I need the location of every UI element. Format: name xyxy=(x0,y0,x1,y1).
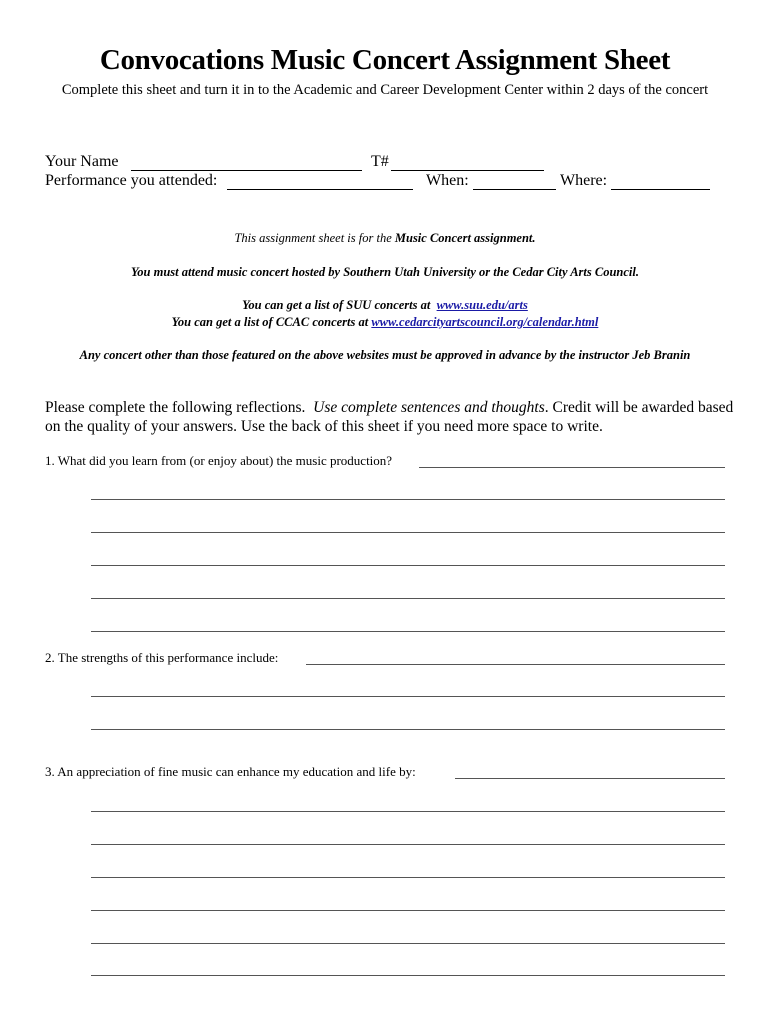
question-1: 1. What did you learn from (or enjoy about) the music production? xyxy=(45,453,393,468)
answer-line[interactable] xyxy=(91,877,725,878)
your-name-field[interactable] xyxy=(131,170,362,171)
instructions-text: Complete this sheet and turn it in to the Academic and Career Development Center within 2 days of the concert xyxy=(61,82,709,98)
answer-line[interactable] xyxy=(91,811,725,812)
page-title: Convocations Music Concert Assignment Sheet xyxy=(99,44,671,76)
answer-line[interactable] xyxy=(91,975,725,976)
answer-line[interactable] xyxy=(91,532,725,533)
performance-field[interactable] xyxy=(227,189,413,190)
reflections-intro-rest: . Credit will be awarded based on the quality of your answers. Use the back of this sheet if you need more space to write. xyxy=(45,399,734,435)
suu-note xyxy=(20,298,750,313)
answer-line[interactable] xyxy=(91,910,725,911)
t-number-label: T# xyxy=(371,153,389,170)
suu-note-prefix: You can get a list of SUU concerts at xyxy=(242,298,431,312)
reflections-intro xyxy=(45,398,735,436)
answer-line[interactable] xyxy=(306,664,725,665)
t-number-field[interactable] xyxy=(391,170,544,171)
assignment-note-bold: Music Concert assignment. xyxy=(394,231,536,245)
reflections-intro-plain: Please complete the following reflections. xyxy=(45,399,306,416)
answer-line[interactable] xyxy=(91,631,725,632)
ccac-note-prefix: You can get a list of CCAC concerts at xyxy=(171,315,369,329)
reflections-intro-italic: Use complete sentences and thoughts xyxy=(313,399,545,416)
when-label: When: xyxy=(426,172,469,189)
assignment-note xyxy=(20,231,750,246)
answer-line[interactable] xyxy=(91,943,725,944)
answer-line[interactable] xyxy=(455,778,725,779)
question-3: 3. An appreciation of fine music can enhance my education and life by: xyxy=(45,764,416,779)
when-field[interactable] xyxy=(473,189,556,190)
where-label: Where: xyxy=(560,172,608,189)
answer-line[interactable] xyxy=(91,499,725,500)
answer-line[interactable] xyxy=(91,598,725,599)
assignment-note-prefix: This assignment sheet is for the xyxy=(234,231,395,245)
approval-note: Any concert other than those featured on the above websites must be approved in advance by the instructor Jeb Branin xyxy=(79,348,691,362)
attendance-note: You must attend music concert hosted by Southern Utah University or the Cedar City Arts Council. xyxy=(131,265,639,279)
ccac-link[interactable]: www.cedarcityartscouncil.org/calendar.html xyxy=(371,315,599,329)
ccac-note xyxy=(20,315,750,330)
answer-line[interactable] xyxy=(419,467,725,468)
question-2: 2. The strengths of this performance include: xyxy=(45,650,279,665)
answer-line[interactable] xyxy=(91,565,725,566)
answer-line[interactable] xyxy=(91,696,725,697)
suu-link[interactable]: www.suu.edu/arts xyxy=(436,298,528,312)
performance-label: Performance you attended: xyxy=(45,172,218,189)
your-name-label: Your Name xyxy=(45,153,119,170)
answer-line[interactable] xyxy=(91,729,725,730)
answer-line[interactable] xyxy=(91,844,725,845)
where-field[interactable] xyxy=(611,189,710,190)
